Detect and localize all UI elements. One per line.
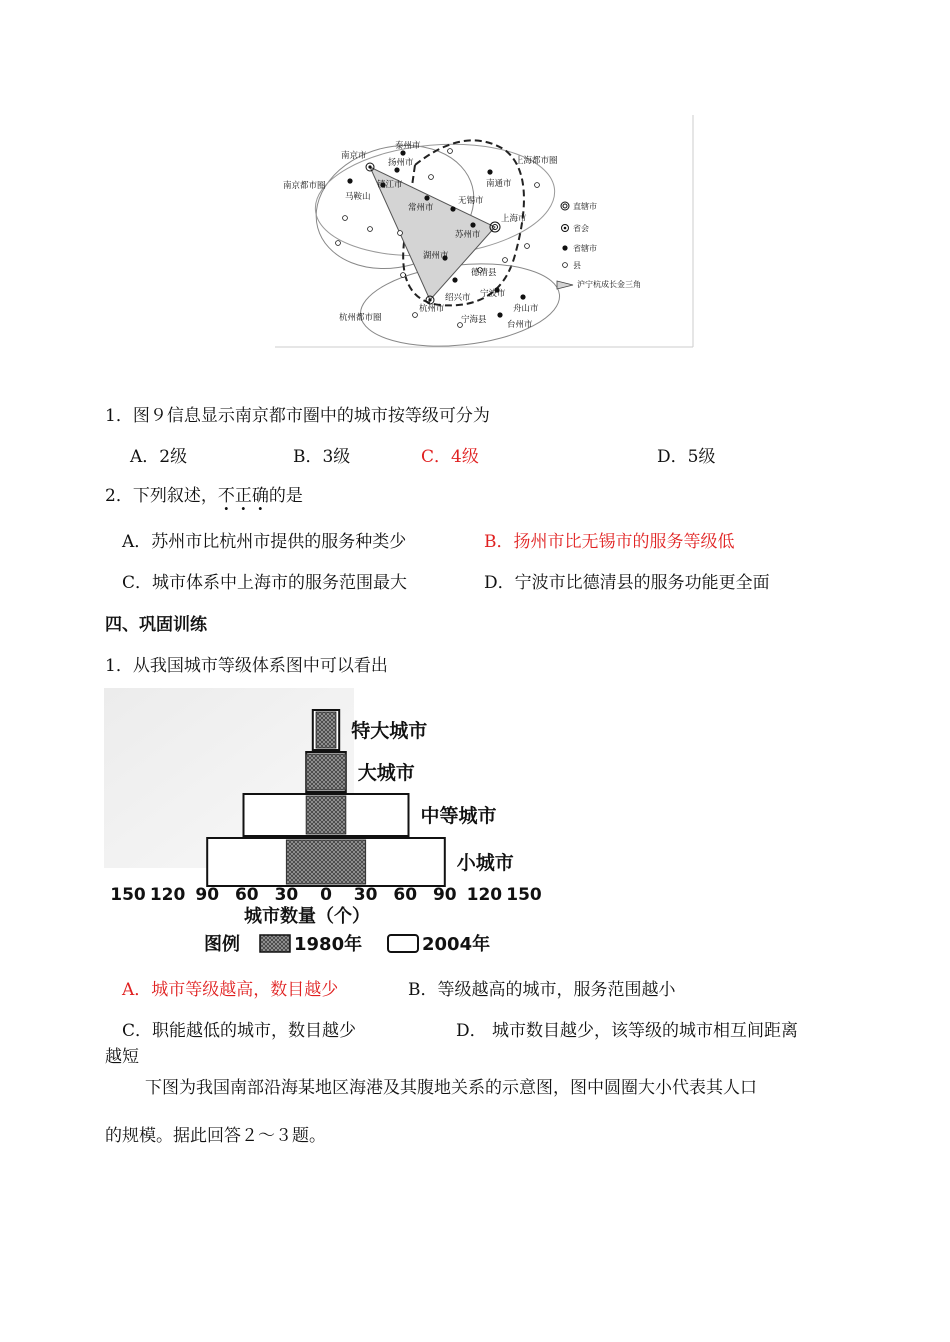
legend-swatch-1980	[260, 935, 290, 952]
svg-text:上海市: 上海市	[501, 214, 527, 224]
svg-text:绍兴市: 绍兴市	[445, 293, 471, 303]
q3-option-c[interactable]: C．职能越低的城市，数目越少	[122, 1021, 357, 1041]
chart-legend	[204, 933, 490, 955]
svg-text:湖州市: 湖州市	[423, 251, 449, 261]
legend-label-1980: 1980年	[294, 934, 363, 955]
q1-option-a[interactable]: A．2级	[130, 447, 188, 467]
svg-text:直辖市: 直辖市	[573, 202, 597, 211]
svg-text:无锡市: 无锡市	[458, 196, 484, 206]
svg-text:上海都市圈: 上海都市圈	[515, 156, 558, 166]
q2-option-b[interactable]: B．扬州市比无锡市的服务等级低	[484, 532, 735, 552]
tick-label-6: 30	[353, 885, 378, 905]
q1-option-b[interactable]: B．3级	[293, 447, 351, 467]
bar-1980-2	[306, 796, 346, 834]
svg-text:宁波市: 宁波市	[480, 289, 506, 299]
bar-1980-0	[316, 712, 336, 748]
tick-label-10: 150	[506, 885, 542, 905]
q3-option-a[interactable]: A．城市等级越高，数目越少	[122, 980, 339, 1000]
q1-option-d[interactable]: D．5级	[657, 447, 716, 467]
category-label-0: 特大城市	[351, 720, 428, 742]
svg-text:县: 县	[573, 261, 581, 270]
legend-label-2004: 2004年	[422, 934, 491, 955]
q2-option-a[interactable]: A．苏州市比杭州市提供的服务种类少	[122, 532, 407, 552]
legend-swatch-2004	[388, 935, 418, 952]
svg-text:舟山市: 舟山市	[513, 304, 539, 314]
tick-label-1: 120	[149, 885, 186, 905]
q1-option-c[interactable]: C．4级	[421, 447, 479, 467]
svg-text:南通市: 南通市	[486, 179, 512, 189]
svg-text:扬州市: 扬州市	[388, 158, 414, 168]
tick-label-9: 120	[466, 885, 503, 905]
svg-text:南京市: 南京市	[341, 151, 367, 161]
svg-text:南京都市圈: 南京都市圈	[283, 181, 326, 191]
svg-text:常州市: 常州市	[408, 203, 434, 213]
map-legend	[557, 201, 641, 289]
bar-1980-1	[306, 754, 346, 790]
tick-label-7: 60	[393, 885, 418, 905]
svg-text:杭州都市圈: 杭州都市圈	[339, 313, 382, 323]
passage-line-2: 的规模。据此回答２～３题。	[105, 1126, 326, 1146]
bar-1980-3	[286, 840, 365, 884]
passage-line-1: 下图为我国南部沿海某地区海港及其腹地关系的示意图，图中圆圈大小代表其人口	[145, 1078, 757, 1098]
svg-text:沪宁杭成长金三角: 沪宁杭成长金三角	[577, 280, 641, 289]
svg-text:马鞍山: 马鞍山	[345, 192, 371, 202]
tick-label-2: 90	[195, 885, 220, 905]
svg-text:杭州市: 杭州市	[419, 304, 445, 314]
legend-title: 图例	[204, 934, 240, 955]
svg-text:省会: 省会	[573, 224, 589, 233]
category-label-2: 中等城市	[420, 805, 497, 827]
svg-text:德清县: 德清县	[471, 268, 497, 278]
tick-label-5: 0	[320, 885, 332, 905]
svg-text:宁海县: 宁海县	[461, 315, 487, 325]
q2-option-c[interactable]: C．城市体系中上海市的服务范围最大	[122, 573, 408, 593]
svg-text:台州市: 台州市	[507, 320, 533, 330]
x-axis-label: 城市数量（个）	[244, 906, 370, 927]
q3-option-b[interactable]: B．等级越高的城市，服务范围越小	[408, 980, 676, 1000]
svg-text:省辖市: 省辖市	[573, 244, 597, 253]
tick-label-8: 90	[432, 885, 457, 905]
city-hierarchy-chart	[104, 688, 614, 960]
category-label-1: 大城市	[357, 762, 415, 784]
tick-label-4: 30	[274, 885, 299, 905]
q3-option-d-continued: 越短	[105, 1047, 139, 1067]
tick-label-3: 60	[234, 885, 259, 905]
question-3-stem: 1．从我国城市等级体系图中可以看出	[105, 656, 388, 676]
city-circle-map	[275, 115, 695, 350]
question-2-stem: 2．下列叙述，不正确的是	[105, 486, 303, 506]
category-label-3: 小城市	[456, 852, 514, 874]
section-title: 四、巩固训练	[105, 615, 207, 635]
tick-label-0: 150	[110, 885, 146, 905]
svg-text:镇江市: 镇江市	[377, 180, 403, 190]
svg-text:苏州市: 苏州市	[455, 230, 481, 240]
question-1-stem: 1．图９信息显示南京都市圈中的城市按等级可分为	[105, 406, 490, 426]
q2-option-d[interactable]: D．宁波市比德清县的服务功能更全面	[484, 573, 770, 593]
svg-text:泰州市: 泰州市	[395, 141, 421, 151]
q3-option-d[interactable]: D． 城市数目越少，该等级的城市相互间距离	[456, 1021, 799, 1041]
